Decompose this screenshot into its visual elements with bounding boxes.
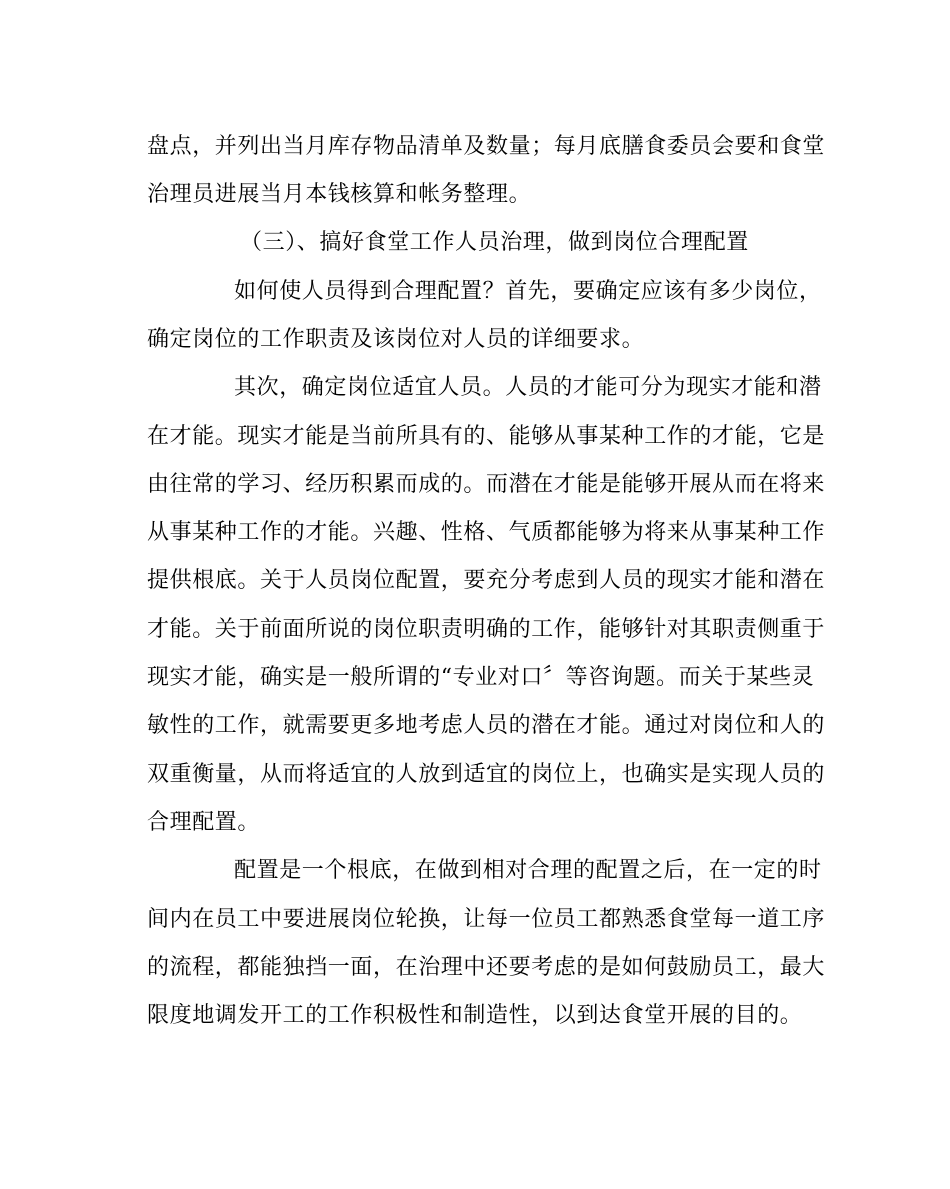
text-line: 如何使人员得到合理配置？首先，要确定应该有多少岗位， xyxy=(234,279,822,304)
text-line: 提供根底。关于人员岗位配置，要充分考虑到人员的现实才能和潜在 xyxy=(147,568,826,593)
text-line: 在才能。现实才能是当前所具有的、能够从事某种工作的才能，它是 xyxy=(147,424,826,449)
text-line: 才能。关于前面所说的岗位职责明确的工作，能够针对其职责侧重于 xyxy=(147,617,826,642)
text-line: 敏性的工作，就需要更多地考虑人员的潜在才能。通过对岗位和人的 xyxy=(147,713,826,738)
text-line: 配置是一个根底，在做到相对合理的配置之后，在一定的时 xyxy=(234,858,822,883)
text-line: 现实才能，确实是一般所谓的“专业对口〞等咨询题。而关于某些灵 xyxy=(147,665,815,690)
text-line: 治理员进展当月本钱核算和帐务整理。 xyxy=(147,182,532,207)
text-line: 由往常的学习、经历积累而成的。而潜在才能是能够开展从而在将来 xyxy=(147,472,826,497)
text-line: 其次，确定岗位适宜人员。人员的才能可分为现实才能和潜 xyxy=(234,375,822,400)
text-line: 双重衡量，从而将适宜的人放到适宜的岗位上，也确实是实现人员的 xyxy=(147,762,826,787)
text-line: 合理配置。 xyxy=(147,810,261,835)
text-line: 间内在员工中要进展岗位轮换，让每一位员工都熟悉食堂每一道工序 xyxy=(147,907,826,932)
text-line: 确定岗位的工作职责及该岗位对人员的详细要求。 xyxy=(147,327,645,352)
text-line: 从事某种工作的才能。兴趣、性格、气质都能够为将来从事某种工作 xyxy=(147,520,826,545)
section-heading: （三）、搞好食堂工作人员治理，做到岗位合理配置 xyxy=(240,230,749,255)
text-line: 限度地调发开工的工作积极性和制造性，以到达食堂开展的目的。 xyxy=(147,1003,803,1028)
text-line: 盘点，并列出当月库存物品清单及数量；每月底膳食委员会要和食堂 xyxy=(147,134,826,159)
text-line: 的流程，都能独挡一面，在治理中还要考虑的是如何鼓励员工，最大 xyxy=(147,955,826,980)
